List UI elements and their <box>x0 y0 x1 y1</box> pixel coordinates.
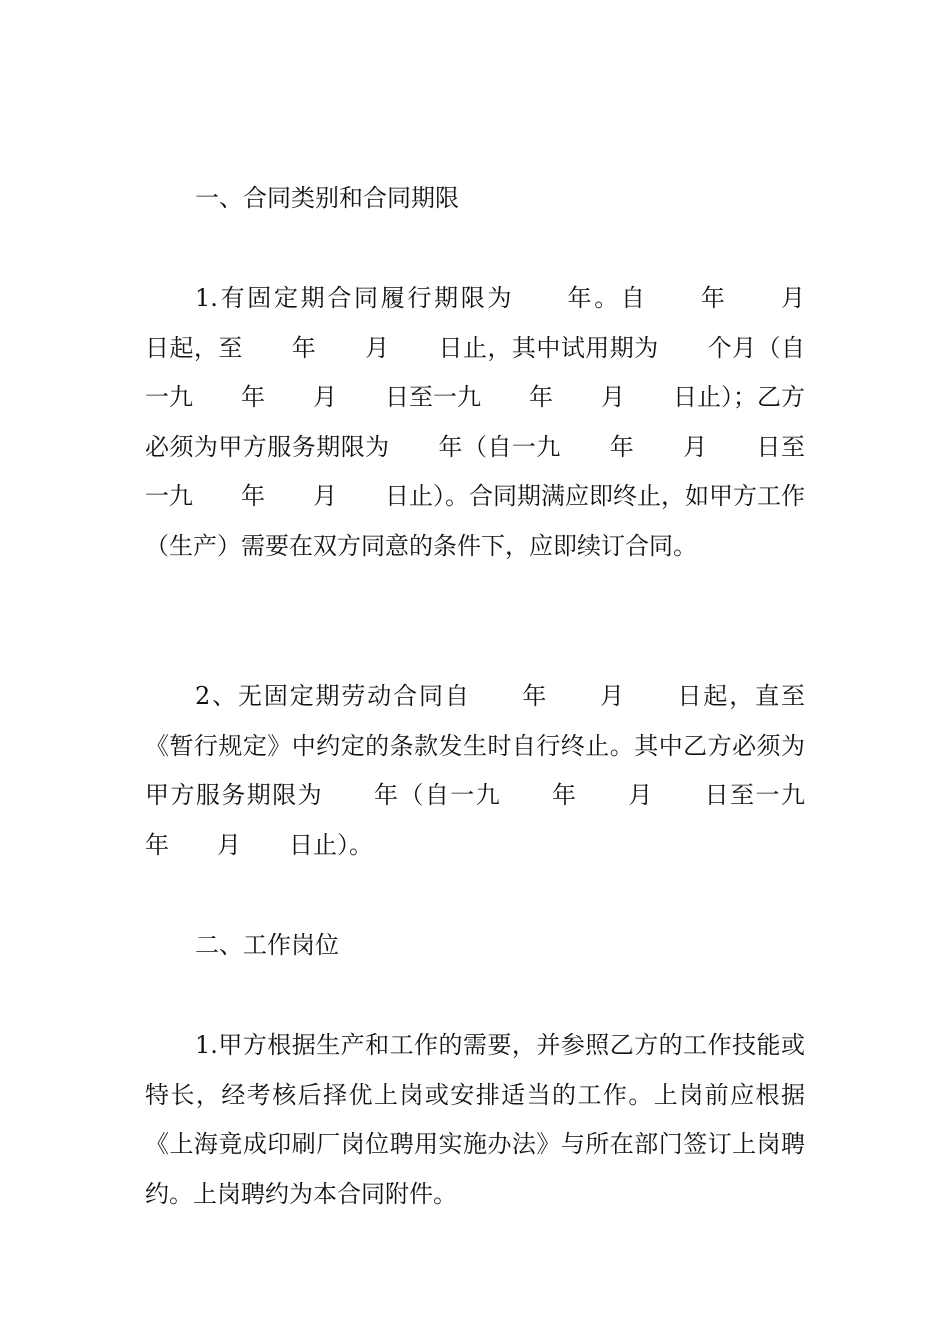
paragraph-open-term-contract: 2、无固定期劳动合同自 年 月 日起，直至《暂行规定》中约定的条款发生时自行终止。其中乙方必须为甲方服务期限为 年（自一九 年 月 日至一九 年 月 日止）。 <box>145 682 853 859</box>
paragraph-fixed-term-contract: 1.有固定期合同履行期限为 年。自 年 月 日起，至 年 月 日止，其中试用期为 个月（自一九 年 月 日至一九 年 月 日止）；乙方必须为甲方服务期限为 年（自一九 年 月 日至一九 年 月 日止）。合同期满应即终止，如甲方工作（生产）需要在双方同意的条件下，应即续订合同。 <box>145 284 853 560</box>
paragraph-job-assignment: 1.甲方根据生产和工作的需要，并参照乙方的工作技能或特长，经考核后择优上岗或安排适当的工作。上岗前应根据《上海竟成印刷厂岗位聘用实施办法》与所在部门签订上岗聘约。上岗聘约为本合同附件。 <box>145 1031 805 1208</box>
section-title-contract-type: 一、合同类别和合同期限 <box>195 184 459 212</box>
section-title-job-position: 二、工作岗位 <box>195 931 339 959</box>
